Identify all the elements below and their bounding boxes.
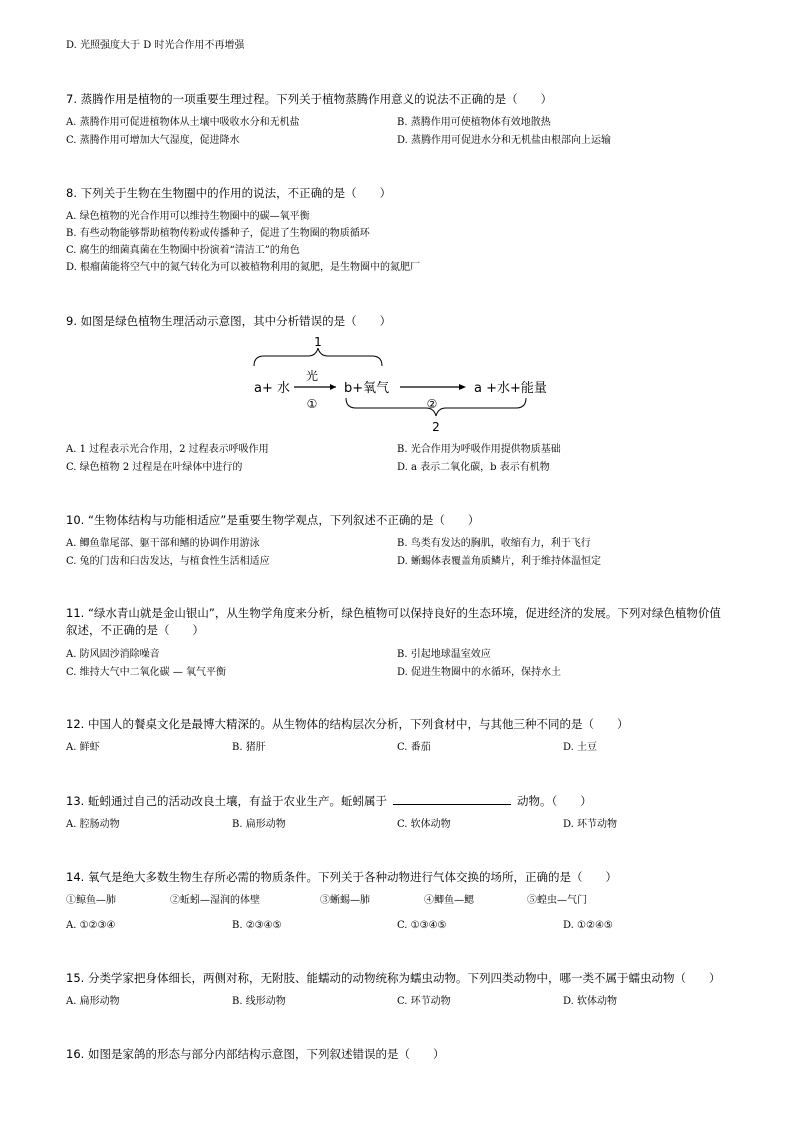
q9-option-a: A. 1 过程表示光合作用，2 过程表示呼吸作用: [66, 444, 269, 455]
reactant-left: a+ 水: [254, 381, 290, 396]
brace-process-1: [254, 348, 382, 366]
q14-option-a: A. ①②③④: [66, 920, 116, 931]
q8-option-a: A. 绿色植物的光合作用可以维持生物圈中的碳—氧平衡: [66, 211, 310, 222]
q8-title: 8. 下列关于生物在生物圈中的作用的说法，不正确的是（ ）: [66, 186, 392, 200]
label-process-1: 1: [314, 335, 322, 349]
q10-title: 10. “生物体结构与功能相适应”是重要生物学观点，下列叙述不正确的是（ ）: [66, 513, 480, 527]
q14-item-4: ④鲫鱼—鳃: [424, 895, 474, 906]
q13-title-part-a: 13. 蚯蚓通过自己的活动改良土壤，有益于农业生产。蚯蚓属于: [66, 794, 387, 808]
q14-option-b: B. ②③④⑤: [232, 920, 282, 931]
q9-title: 9. 如图是绿色植物生理活动示意图，其中分析错误的是（ ）: [66, 314, 392, 328]
q16-title: 16. 如图是家鸽的形态与部分内部结构示意图，下列叙述错误的是（ ）: [66, 1047, 445, 1061]
q10-option-a: A. 鲫鱼靠尾部、躯干部和鳍的协调作用游泳: [66, 538, 260, 549]
q14-option-c: C. ①③④⑤: [397, 920, 447, 931]
q14-item-2: ②蚯蚓—湿润的体壁: [170, 895, 260, 906]
product-middle: b+氧气: [344, 381, 390, 396]
step-2-marker: ②: [426, 397, 438, 411]
q12-option-a: A. 鲜虾: [66, 742, 100, 753]
q6-option-d: D. 光照强度大于 D 时光合作用不再增强: [66, 40, 245, 51]
label-process-2: 2: [432, 420, 440, 434]
q12-title: 12. 中国人的餐桌文化是最博大精深的。从生物体的结构层次分析，下列食材中，与其他三种不同的是（ ）: [66, 717, 629, 731]
q8-option-c: C. 腐生的细菌真菌在生物圈中扮演着“清洁工”的角色: [66, 245, 300, 256]
q9-option-b: B. 光合作用为呼吸作用提供物质基础: [397, 444, 561, 455]
q12-option-d: D. 土豆: [563, 742, 598, 753]
q9-process-diagram: [240, 334, 560, 438]
light-condition: 光: [305, 369, 319, 383]
q11-option-b: B. 引起地球温室效应: [397, 649, 491, 660]
q13-option-c: C. 软体动物: [397, 819, 451, 830]
q15-option-c: C. 环节动物: [397, 996, 451, 1007]
q13-title: [66, 793, 592, 809]
q10-option-b: B. 鸟类有发达的胸肌，收缩有力，利于飞行: [397, 538, 591, 549]
q14-item-3: ③蜥蜴—肺: [320, 895, 370, 906]
q10-option-d: D. 蜥蜴体表覆盖角质鳞片，利于维持体温恒定: [397, 556, 602, 567]
q11-option-c: C. 维持大气中二氧化碳 — 氧气平衡: [66, 667, 227, 678]
q15-title: 15. 分类学家把身体细长，两侧对称，无附肢、能蠕动的动物统称为蠕虫动物。下列四类动物中，哪一类不属于蠕虫动物（ ）: [66, 971, 721, 985]
q15-option-a: A. 扁形动物: [66, 996, 120, 1007]
q9-option-d: D. a 表示二氧化碳，b 表示有机物: [397, 462, 550, 473]
q13-option-d: D. 环节动物: [563, 819, 618, 830]
q9-option-c: C. 绿色植物 2 过程是在叶绿体中进行的: [66, 462, 243, 473]
q8-option-d: D. 根瘤菌能将空气中的氮气转化为可以被植物利用的氮肥，是生物圈中的氮肥厂: [66, 262, 421, 273]
q13-option-b: B. 扁形动物: [232, 819, 286, 830]
q11-title: 11. “绿水青山就是金山银山”，从生物学角度来分析，绿色植物可以保持良好的生态环境，促进经济的发展。下列对绿色植物价值叙述，不正确的是（ ）: [66, 606, 721, 637]
q11-option-d: D. 促进生物圈中的水循环，保持水土: [397, 667, 562, 678]
q14-title: 14. 氧气是绝大多数生物生存所必需的物质条件。下列关于各种动物进行气体交换的场所，正确的是（ ）: [66, 870, 617, 884]
q12-option-c: C. 番茄: [397, 742, 431, 753]
q10-option-c: C. 兔的门齿和臼齿发达，与植食性生活相适应: [66, 556, 270, 567]
q14-item-5: ⑤蝗虫—气门: [527, 895, 587, 906]
product-right: a +水+能量: [474, 381, 547, 396]
q15-option-b: B. 线形动物: [232, 996, 286, 1007]
q15-option-d: D. 软体动物: [563, 996, 618, 1007]
q8-option-b: B. 有些动物能够帮助植物传粉或传播种子，促进了生物圈的物质循环: [66, 228, 370, 239]
q7-option-d: D. 蒸腾作用可促进水分和无机盐由根部向上运输: [397, 135, 612, 146]
q14-option-d: D. ①②④⑤: [563, 920, 613, 931]
q12-option-b: B. 猪肝: [232, 742, 266, 753]
q11-option-a: A. 防风固沙消除噪音: [66, 649, 160, 660]
q7-title: 7. 蒸腾作用是植物的一项重要生理过程。下列关于植物蒸腾作用意义的说法不正确的是（ ）: [66, 92, 553, 106]
q13-title-part-b: 动物。（ ）: [516, 794, 592, 808]
q7-option-b: B. 蒸腾作用可使植物体有效地散热: [397, 117, 551, 128]
q7-option-a: A. 蒸腾作用可促进植物体从土壤中吸收水分和无机盐: [66, 117, 300, 128]
step-1-marker: ①: [306, 397, 318, 411]
q13-fill-blank: [393, 794, 511, 805]
q7-option-c: C. 蒸腾作用可增加大气湿度，促进降水: [66, 135, 240, 146]
q14-item-1: ①鲸鱼—肺: [66, 895, 116, 906]
q13-option-a: A. 腔肠动物: [66, 819, 120, 830]
